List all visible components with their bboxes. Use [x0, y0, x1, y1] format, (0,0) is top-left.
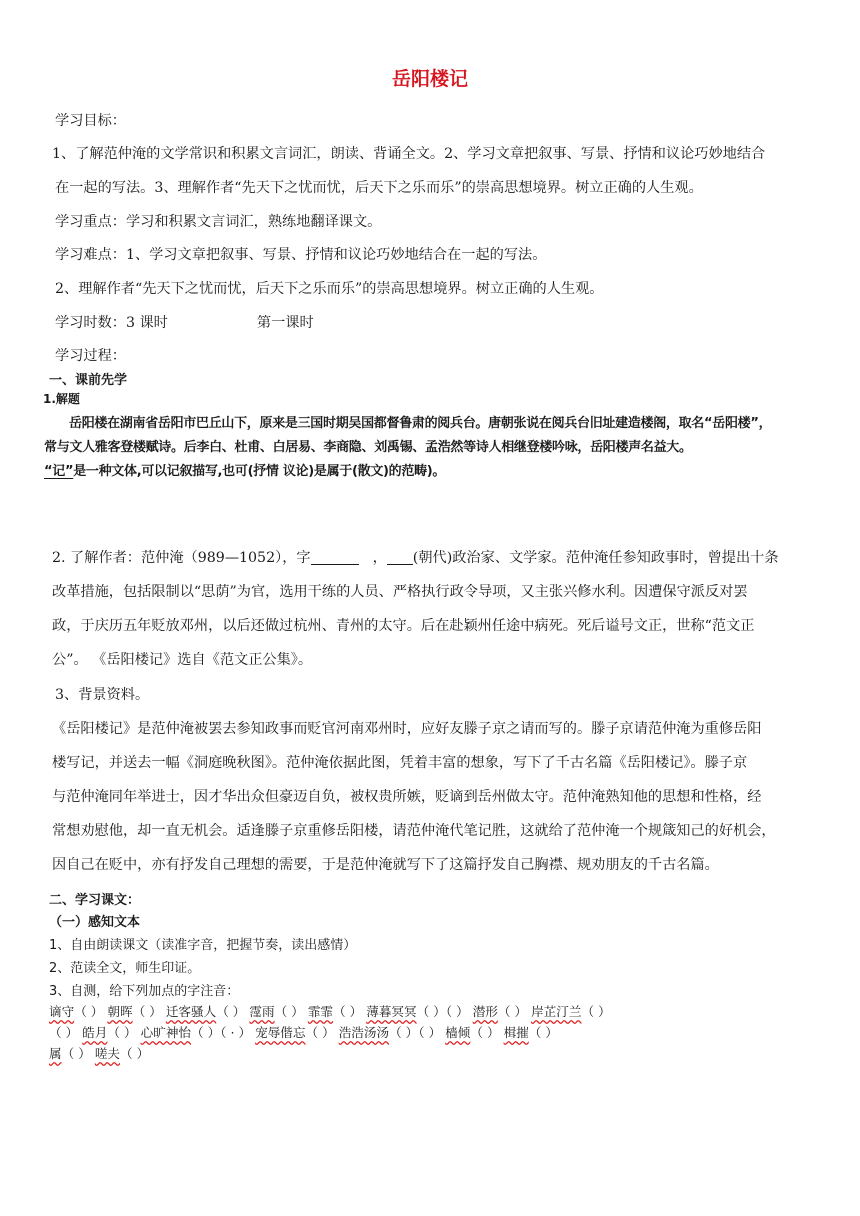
phonetic-item[interactable]: 浩浩汤汤（ ）（ ）	[338, 1025, 442, 1040]
ji-definition-text: 是一种文体,可以记叙描写,也可(抒情 议论)是属于(散文)的范畴)。	[73, 464, 446, 479]
difficulties-line-1: 学习难点：1、学习文章把叙事、写景、抒情和议论巧妙地结合在一起的写法。	[55, 247, 547, 263]
author-line-4: 公”。 《岳阳楼记》选自《范文正公集》。	[52, 652, 313, 668]
background-line-2: 楼写记，并送去一幅《洞庭晚秋图》。范仲淹依据此图，凭着丰富的想象，写下了千古名篇《岳阳楼记》。滕子京	[52, 755, 748, 771]
author-line-1	[52, 547, 779, 567]
phonetic-item[interactable]: 嗟夫（ ）	[94, 1046, 150, 1061]
phonetic-item[interactable]: 宠辱偕忘（ ）	[255, 1025, 335, 1040]
section-1-sub-heading: 1.解题	[43, 392, 80, 406]
phonetic-item[interactable]: 属（ ）	[49, 1046, 91, 1061]
phonetic-row-2	[49, 1022, 558, 1041]
process-label: 学习过程：	[55, 348, 126, 364]
background-line-1: 《岳阳楼记》是范仲淹被罢去参知政事而贬官河南邓州时，应好友滕子京之请而写的。滕子京请范仲淹为重修岳阳	[52, 721, 762, 737]
phonetic-item[interactable]: 朝晖（ ）	[107, 1004, 162, 1019]
background-line-3: 与范仲淹同年举进士，因才华出众但豪迈自负，被权贵所嫉，贬谪到岳州做太守。范仲淹熟知他的思想和性格，经	[52, 789, 762, 805]
author-line-1-a: 2. 了解作者：范仲淹（989—1052），字	[52, 550, 311, 566]
phonetic-item[interactable]: 霪雨（ ）	[249, 1004, 304, 1019]
phonetic-item[interactable]: 楫摧（ ）	[503, 1025, 558, 1040]
background-line-5: 因自己在贬中，亦有抒发自己理想的需要，于是范仲淹就写下了这篇抒发自己胸襟、规劝朋友的千古名篇。	[52, 857, 719, 873]
background-heading: 3、背景资料。	[55, 687, 150, 703]
phonetic-item[interactable]: 樯倾（ ）	[445, 1025, 500, 1040]
lesson-number: 第一课时	[256, 315, 314, 331]
study-hours	[55, 312, 314, 332]
goals-line-1: 1、了解范仲淹的文学常识和积累文言词汇，朗读、背诵全文。2、学习文章把叙事、写景、抒情和议论巧妙地结合	[52, 146, 766, 162]
author-line-1-c: (朝代)政治家、文学家。范仲淹任参知政事时，曾提出十条	[412, 550, 779, 566]
goals-label: 学习目标：	[55, 113, 126, 129]
author-line-3: 政，于庆历五年贬放邓州，以后还做过杭州、青州的太守。后在赴颖州任途中病死。死后谥号文正，世称“范文正	[52, 618, 755, 634]
dynasty-blank[interactable]	[387, 550, 413, 565]
background-line-4: 常想劝慰他，却一直无机会。适逢滕子京重修岳阳楼，请范仲淹代笔记胜，这就给了范仲淹一个规箴知己的好机会，	[52, 823, 776, 839]
phonetic-item[interactable]: （ ）	[49, 1025, 79, 1040]
phonetic-row-3	[49, 1043, 149, 1062]
task-item-2: 2、范读全文，师生印证。	[49, 961, 201, 976]
phonetic-item[interactable]: 心旷神怡（ ）（ · ）	[140, 1025, 252, 1040]
study-hours-label: 学习时数：3 课时	[55, 315, 168, 331]
ji-word: “记”	[44, 464, 74, 479]
phonetic-item[interactable]: 谪守（ ）	[49, 1004, 104, 1019]
phonetic-item[interactable]: 潜形（ ）	[472, 1004, 528, 1019]
key-points: 学习重点：学习和积累文言词汇，熟练地翻译课文。	[55, 214, 382, 230]
section-1-heading: 一、课前先学	[49, 373, 128, 388]
phonetic-item[interactable]: 皓月（ ）	[82, 1025, 137, 1040]
author-line-1-b: ，	[372, 550, 387, 566]
intro-line-1: 岳阳楼在湖南省岳阳市巴丘山下，原来是三国时期吴国都督鲁肃的阅兵台。唐朝张说在阅兵台旧址建造楼阁，取名“岳阳楼”，	[69, 416, 772, 431]
task-item-3: 3、自测，给下列加点的字注音：	[49, 984, 240, 999]
section-2-sub-heading: （一）感知文本	[49, 915, 141, 930]
ji-definition	[44, 460, 445, 479]
difficulties-line-2: 2、理解作者“先天下之忧而忧，后天下之乐而乐”的崇高思想境界。树立正确的人生观。	[55, 281, 604, 297]
courtesy-name-blank[interactable]	[311, 550, 359, 565]
intro-line-2: 常与文人雅客登楼赋诗。后李白、杜甫、白居易、李商隐、刘禹锡、孟浩然等诗人相继登楼吟咏，岳阳楼声名益大。	[44, 440, 692, 455]
document-title: 岳阳楼记	[391, 68, 468, 90]
phonetic-item[interactable]: 霏霏（ ）	[307, 1004, 363, 1019]
phonetic-item[interactable]: 岸芷汀兰（ ）	[531, 1004, 611, 1019]
author-line-2: 改革措施，包括限制以“思荫”为官，选用干练的人员、严格执行政令导项，又主张兴修水利。因遭保守派反对罢	[52, 584, 748, 600]
section-2-heading: 二、学习课文：	[49, 893, 141, 908]
phonetic-item[interactable]: 薄暮冥冥（ ）（ ）	[366, 1004, 469, 1019]
goals-line-2: 在一起的写法。3、理解作者“先天下之忧而忧，后天下之乐而乐”的崇高思想境界。树立正确的人生观。	[55, 180, 703, 196]
phonetic-item[interactable]: 迁客骚人（ ）	[165, 1004, 246, 1019]
task-item-1: 1、自由朗读课文（读准字音，把握节奏，读出感情）	[49, 938, 357, 953]
phonetic-row-1	[49, 1001, 611, 1020]
